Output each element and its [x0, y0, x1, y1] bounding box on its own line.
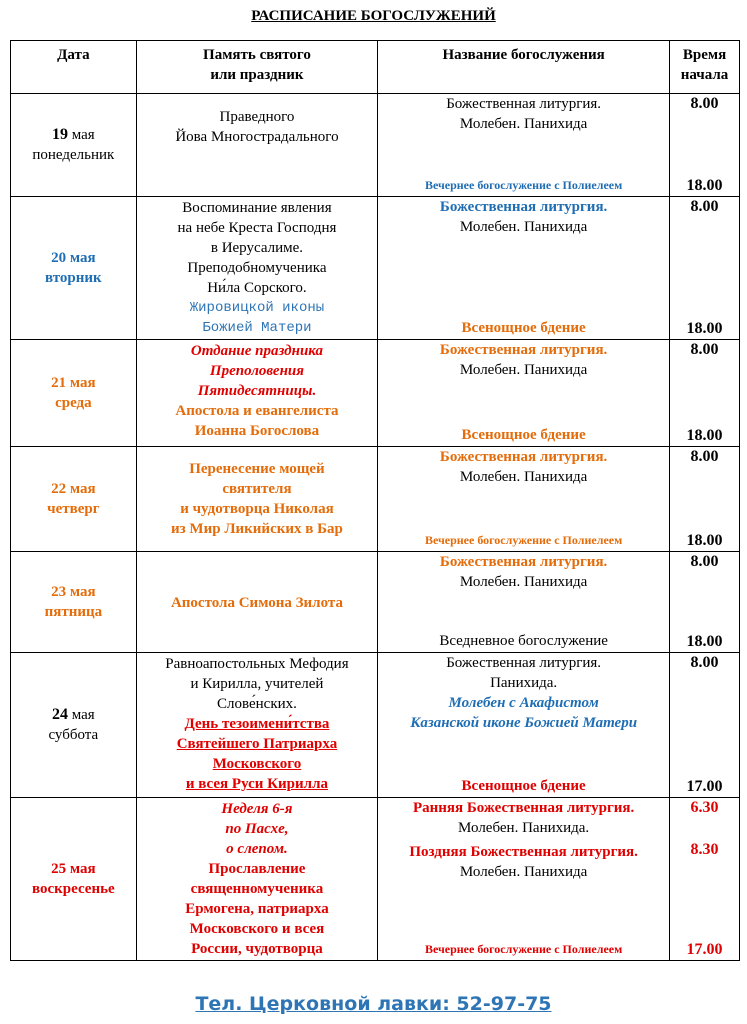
row-time: 6.30 8.30 17.00: [670, 798, 740, 961]
row-service: Божественная литургия. Молебен. Панихида Вечернее богослужение с Полиелеем: [378, 447, 670, 552]
row-time: 8.00 17.00: [670, 653, 740, 798]
page-title: РАСПИСАНИЕ БОГОСЛУЖЕНИЙ: [251, 8, 496, 24]
row-time: 8.00 18.00: [670, 94, 740, 197]
row-date: 20 мая вторник: [11, 197, 137, 340]
row-date: 22 мая четверг: [11, 447, 137, 552]
row-memory: Неделя 6-я по Пасхе, о слепом. Прославление священномученика Ермогена, патриарха Московского и всея России, чудотворца: [136, 798, 378, 961]
table-row: [11, 197, 740, 340]
table-header: [11, 41, 740, 94]
row-service: Ранняя Божественная литургия. Молебен. Панихида. Поздняя Божественная литургия. Молебен. Панихида Вечернее богослужение с Полиелеем: [378, 798, 670, 961]
table-row: [11, 798, 740, 961]
row-date: 19 мая понедельник: [11, 94, 137, 197]
row-date: 21 мая среда: [11, 340, 137, 447]
table-row: [11, 447, 740, 552]
row-time: 8.00 18.00: [670, 340, 740, 447]
table-row: [11, 653, 740, 798]
header-service: Название богослужения: [378, 41, 670, 94]
row-service: Божественная литургия. Молебен. Панихида Вечернее богослужение с Полиелеем: [378, 94, 670, 197]
table-row: [11, 340, 740, 447]
row-memory: Отдание праздника Преполовения Пятидесятницы. Апостола и евангелиста Иоанна Богослова: [136, 340, 378, 447]
row-memory: Праведного Йова Многострадального: [136, 94, 378, 197]
header-memory: Память святого или праздник: [136, 41, 378, 94]
row-service: Божественная литургия. Молебен. Панихида Всенощное бдение: [378, 197, 670, 340]
row-memory: Апостола Симона Зилота: [136, 552, 378, 653]
row-memory: Перенесение мощей святителя и чудотворца Николая из Мир Ликийских в Бар: [136, 447, 378, 552]
header-date: Дата: [11, 41, 137, 94]
schedule-table: [10, 40, 740, 961]
row-service: Божественная литургия. Молебен. Панихида Всенощное бдение: [378, 340, 670, 447]
table-row: [11, 552, 740, 653]
row-date: 25 мая воскресенье: [11, 798, 137, 961]
row-memory: Равноапостольных Мефодия и Кирилла, учителей Слове́нских. День тезоимени́тства Святейшего Патриарха Московского и всея Руси Кирилла: [136, 653, 378, 798]
row-time: 8.00 18.00: [670, 197, 740, 340]
row-date: 23 мая пятница: [11, 552, 137, 653]
row-time: 8.00 18.00: [670, 552, 740, 653]
row-time: 8.00 18.00: [670, 447, 740, 552]
row-memory: Воспоминание явления на небе Креста Господня в Иерусалиме. Преподобномученика Ни́ла Сорского. Жировицкой иконы Божией Матери: [136, 197, 378, 340]
row-service: Божественная литургия. Панихида. Молебен с Акафистом Казанской иконе Божией Матери Всенощное бдение: [378, 653, 670, 798]
church-shop-phone: Тел. Церковной лавки: 52-97-75: [195, 993, 552, 1015]
row-service: Божественная литургия. Молебен. Панихида Вседневное богослужение: [378, 552, 670, 653]
header-time: Время начала: [670, 41, 740, 94]
row-date: 24 мая суббота: [11, 653, 137, 798]
table-row: [11, 94, 740, 197]
